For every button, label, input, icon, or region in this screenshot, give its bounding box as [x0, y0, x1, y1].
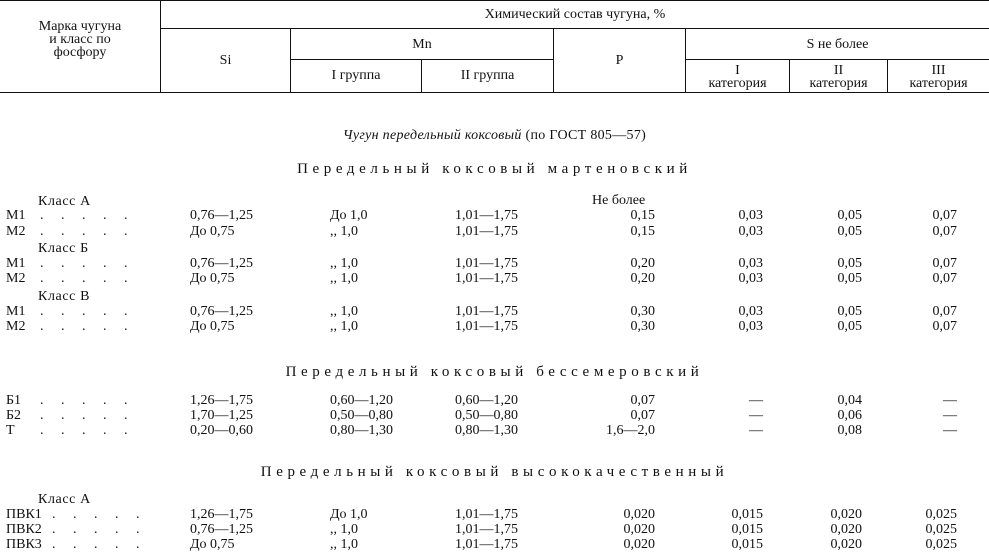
cell-s-cat2: 0,05	[837, 256, 862, 271]
cell-s-cat3: 0,07	[932, 271, 957, 286]
cell-mn-group2: 1,01—1,75	[455, 319, 518, 334]
leader-dots: . . . . .	[52, 537, 147, 552]
header-bottom-rule	[0, 92, 989, 93]
cell-s-cat2: 0,08	[837, 423, 862, 438]
cell-mn-group1: 0,60—1,20	[330, 393, 393, 408]
cell-s-cat2: 0,05	[837, 208, 862, 223]
cell-mn-group2: 1,01—1,75	[455, 208, 518, 223]
cell-si: 1,26—1,75	[190, 393, 253, 408]
header-top-rule	[0, 0, 989, 1]
cell-p: 1,6—2,0	[606, 423, 655, 438]
cell-p: 0,20	[630, 271, 655, 286]
s-cat3-word: категория	[909, 76, 968, 91]
cell-mn-group1: До 1,0	[330, 208, 368, 223]
caption-italic: Чугун передельный коксовый	[342, 128, 522, 143]
cell-si: 0,76—1,25	[190, 304, 253, 319]
leader-dots: . . . . .	[40, 319, 135, 334]
cell-grade: ПВК3	[6, 537, 42, 552]
cell-s-cat2: 0,020	[830, 522, 862, 537]
cell-p: 0,15	[630, 224, 655, 239]
cell-s-cat2: 0,05	[837, 319, 862, 334]
cell-si: До 0,75	[190, 224, 235, 239]
composition-title: Химический состав чугуна, %	[484, 7, 666, 22]
cell-s-cat3: 0,07	[932, 256, 957, 271]
cell-si: До 0,75	[190, 319, 235, 334]
cell-grade: М1	[6, 304, 26, 319]
s-cat1-header	[686, 64, 789, 90]
cell-s-cat3: —	[943, 393, 957, 408]
cell-mn-group1: ,, 1,0	[330, 319, 358, 334]
cell-grade: М2	[6, 319, 26, 334]
header-rule-1	[161, 28, 989, 29]
class-label-hq-a: Класс А	[38, 492, 91, 507]
cell-mn-group1: До 1,0	[330, 507, 368, 522]
cell-mn-group1: 0,50—0,80	[330, 408, 393, 423]
cell-s-cat3: 0,07	[932, 208, 957, 223]
leader-dots: . . . . .	[40, 271, 135, 286]
cell-mn-group2: 1,01—1,75	[455, 304, 518, 319]
cell-si: 0,76—1,25	[190, 522, 253, 537]
cell-s-cat1: —	[749, 423, 763, 438]
leader-dots: . . . . .	[40, 304, 135, 319]
cell-s-cat1: 0,015	[731, 537, 763, 552]
leader-dots: . . . . .	[40, 256, 135, 271]
cell-mn-group2: 0,80—1,30	[455, 423, 518, 438]
cell-s-cat1: 0,03	[738, 319, 763, 334]
class-label-b: Класс Б	[38, 241, 89, 256]
cell-s-cat3: 0,07	[932, 224, 957, 239]
cell-s-cat3: 0,025	[925, 522, 957, 537]
cell-s-cat1: 0,03	[738, 304, 763, 319]
class-label-a: Класс А	[38, 194, 91, 209]
cell-s-cat3: —	[943, 423, 957, 438]
cell-mn-group1: ,, 1,0	[330, 522, 358, 537]
cell-mn-group2: 1,01—1,75	[455, 537, 518, 552]
cell-si: До 0,75	[190, 271, 235, 286]
class-label-v: Класс В	[38, 289, 91, 304]
cell-mn-group1: 0,80—1,30	[330, 423, 393, 438]
cell-grade: Б2	[6, 408, 22, 423]
cell-s-cat3: 0,07	[932, 304, 957, 319]
mn-group1-header: I группа	[331, 68, 381, 83]
leader-dots: . . . . .	[40, 408, 135, 423]
cell-mn-group2: 1,01—1,75	[455, 522, 518, 537]
s-header: S не более	[806, 37, 869, 52]
leader-dots: . . . . .	[52, 522, 147, 537]
section-title-bessemer: Передельный коксовый бессемеровский	[285, 364, 704, 380]
s-cat2-word: категория	[809, 76, 868, 91]
cell-s-cat2: 0,020	[830, 507, 862, 522]
header-rule-mn	[291, 59, 553, 60]
cell-si: До 0,75	[190, 537, 235, 552]
s-cat3-header	[888, 64, 989, 90]
cell-s-cat2: 0,05	[837, 304, 862, 319]
cell-si: 1,26—1,75	[190, 507, 253, 522]
cell-s-cat3: 0,07	[932, 319, 957, 334]
cell-p: 0,30	[630, 304, 655, 319]
cell-mn-group2: 1,01—1,75	[455, 507, 518, 522]
cell-mn-group1: ,, 1,0	[330, 224, 358, 239]
section-title-open-hearth: Передельный коксовый мартеновский	[297, 161, 692, 177]
note-max: Не более	[592, 193, 646, 208]
cell-mn-group2: 1,01—1,75	[455, 224, 518, 239]
leader-dots: . . . . .	[40, 208, 135, 223]
cell-s-cat2: 0,04	[837, 393, 862, 408]
cell-grade: Т	[6, 423, 15, 438]
s-cat2-header	[790, 64, 887, 90]
grade-column-header	[2, 20, 158, 59]
leader-dots: . . . . .	[40, 393, 135, 408]
cell-s-cat1: 0,03	[738, 208, 763, 223]
cell-mn-group2: 1,01—1,75	[455, 256, 518, 271]
cell-s-cat1: 0,03	[738, 256, 763, 271]
cell-s-cat1: 0,015	[731, 507, 763, 522]
cell-s-cat2: 0,05	[837, 271, 862, 286]
s-cat1-word: категория	[708, 76, 767, 91]
grade-header-line-3: фосфору	[53, 45, 107, 60]
header-rule-s	[686, 59, 989, 60]
table-caption	[0, 128, 989, 144]
cell-s-cat2: 0,020	[830, 537, 862, 552]
cell-p: 0,07	[630, 393, 655, 408]
s-cat3-roman: III	[931, 63, 946, 78]
cell-s-cat1: 0,015	[731, 522, 763, 537]
section-title-high-quality: Передельный коксовый высококачественный	[260, 464, 729, 480]
cell-s-cat1: —	[749, 393, 763, 408]
cell-s-cat1: 0,03	[738, 224, 763, 239]
cell-grade: М2	[6, 224, 26, 239]
cell-grade: М1	[6, 208, 26, 223]
cell-s-cat3: 0,025	[925, 537, 957, 552]
cell-grade: ПВК2	[6, 522, 42, 537]
leader-dots: . . . . .	[40, 423, 135, 438]
leader-dots: . . . . .	[52, 507, 147, 522]
grade-header-line-2: и класс по	[49, 32, 111, 47]
cell-p: 0,15	[630, 208, 655, 223]
s-cat1-roman: I	[735, 63, 740, 78]
cell-grade: Б1	[6, 393, 22, 408]
cell-mn-group1: ,, 1,0	[330, 271, 358, 286]
cell-p: 0,020	[623, 537, 655, 552]
cell-p: 0,020	[623, 522, 655, 537]
cell-s-cat3: —	[943, 408, 957, 423]
cell-p: 0,020	[623, 507, 655, 522]
cell-p: 0,20	[630, 256, 655, 271]
cell-p: 0,07	[630, 408, 655, 423]
p-header: P	[615, 53, 624, 68]
cell-s-cat3: 0,025	[925, 507, 957, 522]
cell-s-cat2: 0,05	[837, 224, 862, 239]
cell-mn-group2: 1,01—1,75	[455, 271, 518, 286]
cell-grade: ПВК1	[6, 507, 42, 522]
s-cat2-roman: II	[833, 63, 844, 78]
cell-mn-group2: 0,60—1,20	[455, 393, 518, 408]
caption-gost: (по ГОСТ 805—57)	[525, 128, 647, 143]
cell-mn-group1: ,, 1,0	[330, 256, 358, 271]
si-header: Si	[219, 53, 232, 68]
leader-dots: . . . . .	[40, 224, 135, 239]
cell-si: 0,76—1,25	[190, 256, 253, 271]
cell-s-cat1: —	[749, 408, 763, 423]
mn-group2-header: II группа	[460, 68, 515, 83]
cell-si: 0,20—0,60	[190, 423, 253, 438]
cell-s-cat1: 0,03	[738, 271, 763, 286]
cell-grade: М2	[6, 271, 26, 286]
cell-s-cat2: 0,06	[837, 408, 862, 423]
grade-header-line-1: Марка чугуна	[38, 19, 122, 34]
cell-grade: М1	[6, 256, 26, 271]
cell-p: 0,30	[630, 319, 655, 334]
mn-header: Mn	[412, 37, 432, 52]
cell-si: 1,70—1,25	[190, 408, 253, 423]
cell-mn-group1: ,, 1,0	[330, 304, 358, 319]
cell-mn-group2: 0,50—0,80	[455, 408, 518, 423]
cell-si: 0,76—1,25	[190, 208, 253, 223]
cell-mn-group1: ,, 1,0	[330, 537, 358, 552]
